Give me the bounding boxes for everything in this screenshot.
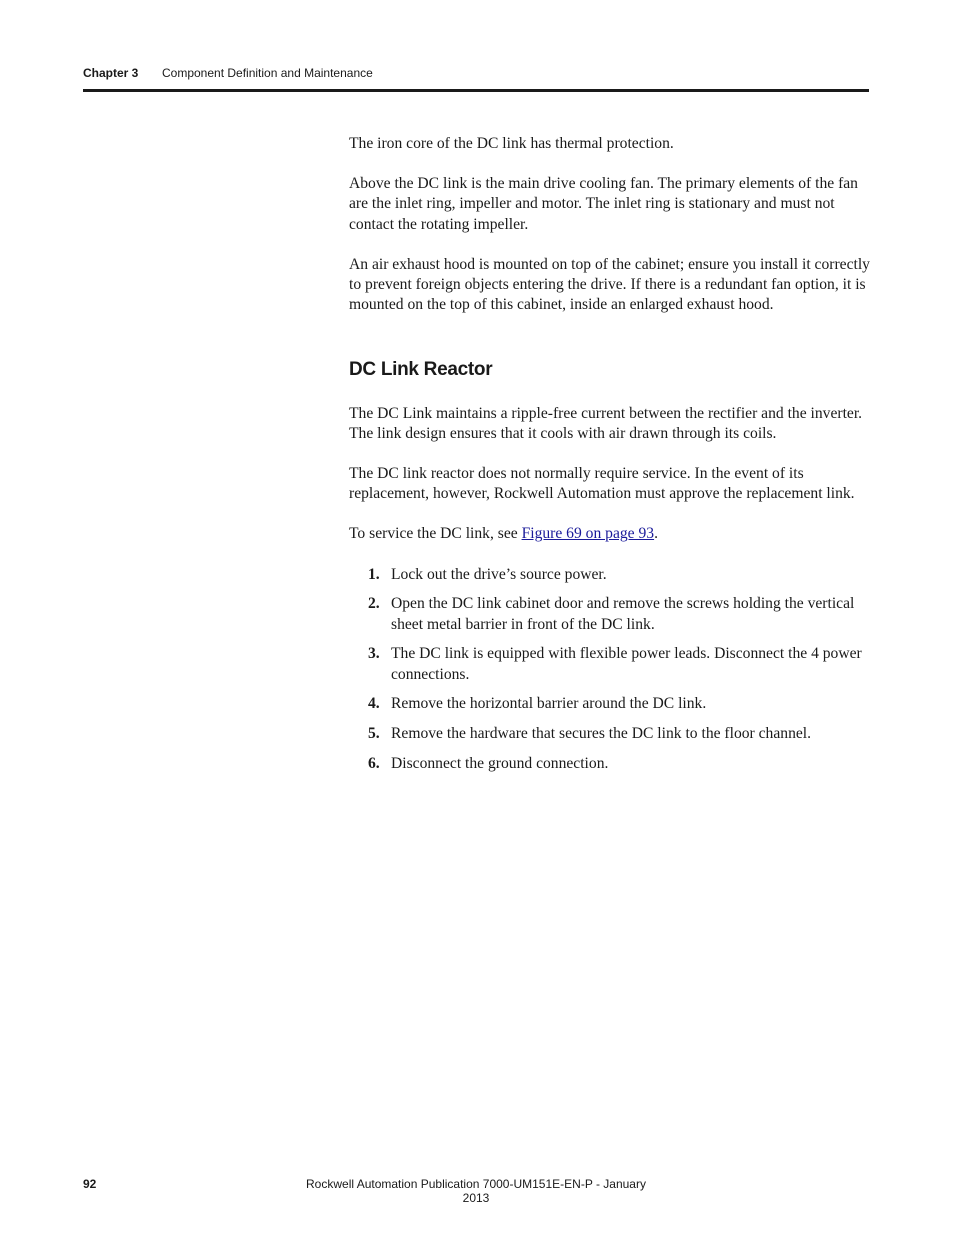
procedure-steps xyxy=(349,565,871,775)
paragraph-dc-link-description: The DC Link maintains a ripple-free current between the rectifier and the inverter. The link design ensures that it cools with air drawn through its coils. xyxy=(349,404,863,442)
service-reference-prefix: To service the DC link, see xyxy=(349,525,522,543)
step-number: 2. xyxy=(368,595,380,613)
publication-info: Rockwell Automation Publication 7000-UM151E-EN-P - January 2013 xyxy=(306,1177,646,1205)
step-text: Remove the horizontal barrier around the DC link. xyxy=(391,695,707,713)
list-item xyxy=(349,594,871,634)
paragraph-service-reference xyxy=(349,524,871,544)
list-item xyxy=(349,694,871,714)
list-item xyxy=(349,644,871,684)
page-number: 92 xyxy=(83,1177,97,1191)
list-item xyxy=(349,565,871,585)
step-number: 6. xyxy=(368,755,380,773)
step-number: 5. xyxy=(368,725,380,743)
step-text: Remove the hardware that secures the DC link to the floor channel. xyxy=(391,725,812,743)
list-item xyxy=(349,754,871,774)
step-text: Disconnect the ground connection. xyxy=(391,755,609,773)
step-number: 3. xyxy=(368,645,380,663)
main-content xyxy=(349,134,871,784)
section-heading: DC Link Reactor xyxy=(349,359,493,381)
step-text: Open the DC link cabinet door and remove the screws holding the vertical sheet metal barrier in front of the DC link. xyxy=(391,595,855,633)
paragraph-thermal-protection: The iron core of the DC link has thermal protection. xyxy=(349,135,674,152)
paragraph-exhaust-hood: An air exhaust hood is mounted on top of the cabinet; ensure you install it correctly to prevent foreign objects entering the drive. If there is a redundant fan option, it is mounted on the top of this cabinet, inside an enlarged exhaust hood. xyxy=(349,255,870,314)
paragraph-cooling-fan: Above the DC link is the main drive cooling fan. The primary elements of the fan are the inlet ring, impeller and motor. The inlet ring is stationary and must not contact the rotating impeller. xyxy=(349,175,858,233)
service-reference-suffix: . xyxy=(654,525,658,543)
step-text: Lock out the drive’s source power. xyxy=(391,565,607,583)
step-text: The DC link is equipped with flexible power leads. Disconnect the 4 power connections. xyxy=(391,645,862,683)
paragraph-dc-link-service: The DC link reactor does not normally require service. In the event of its replacement, however, Rockwell Automation must approve the replacement link. xyxy=(349,465,855,503)
chapter-label: Chapter 3 xyxy=(83,66,139,80)
step-number: 1. xyxy=(368,565,380,583)
figure-69-link[interactable]: Figure 69 on page 93 xyxy=(521,525,655,543)
section-title: Component Definition and Maintenance xyxy=(162,66,373,80)
step-number: 4. xyxy=(368,695,380,713)
header-divider xyxy=(83,89,869,92)
list-item xyxy=(349,724,871,744)
